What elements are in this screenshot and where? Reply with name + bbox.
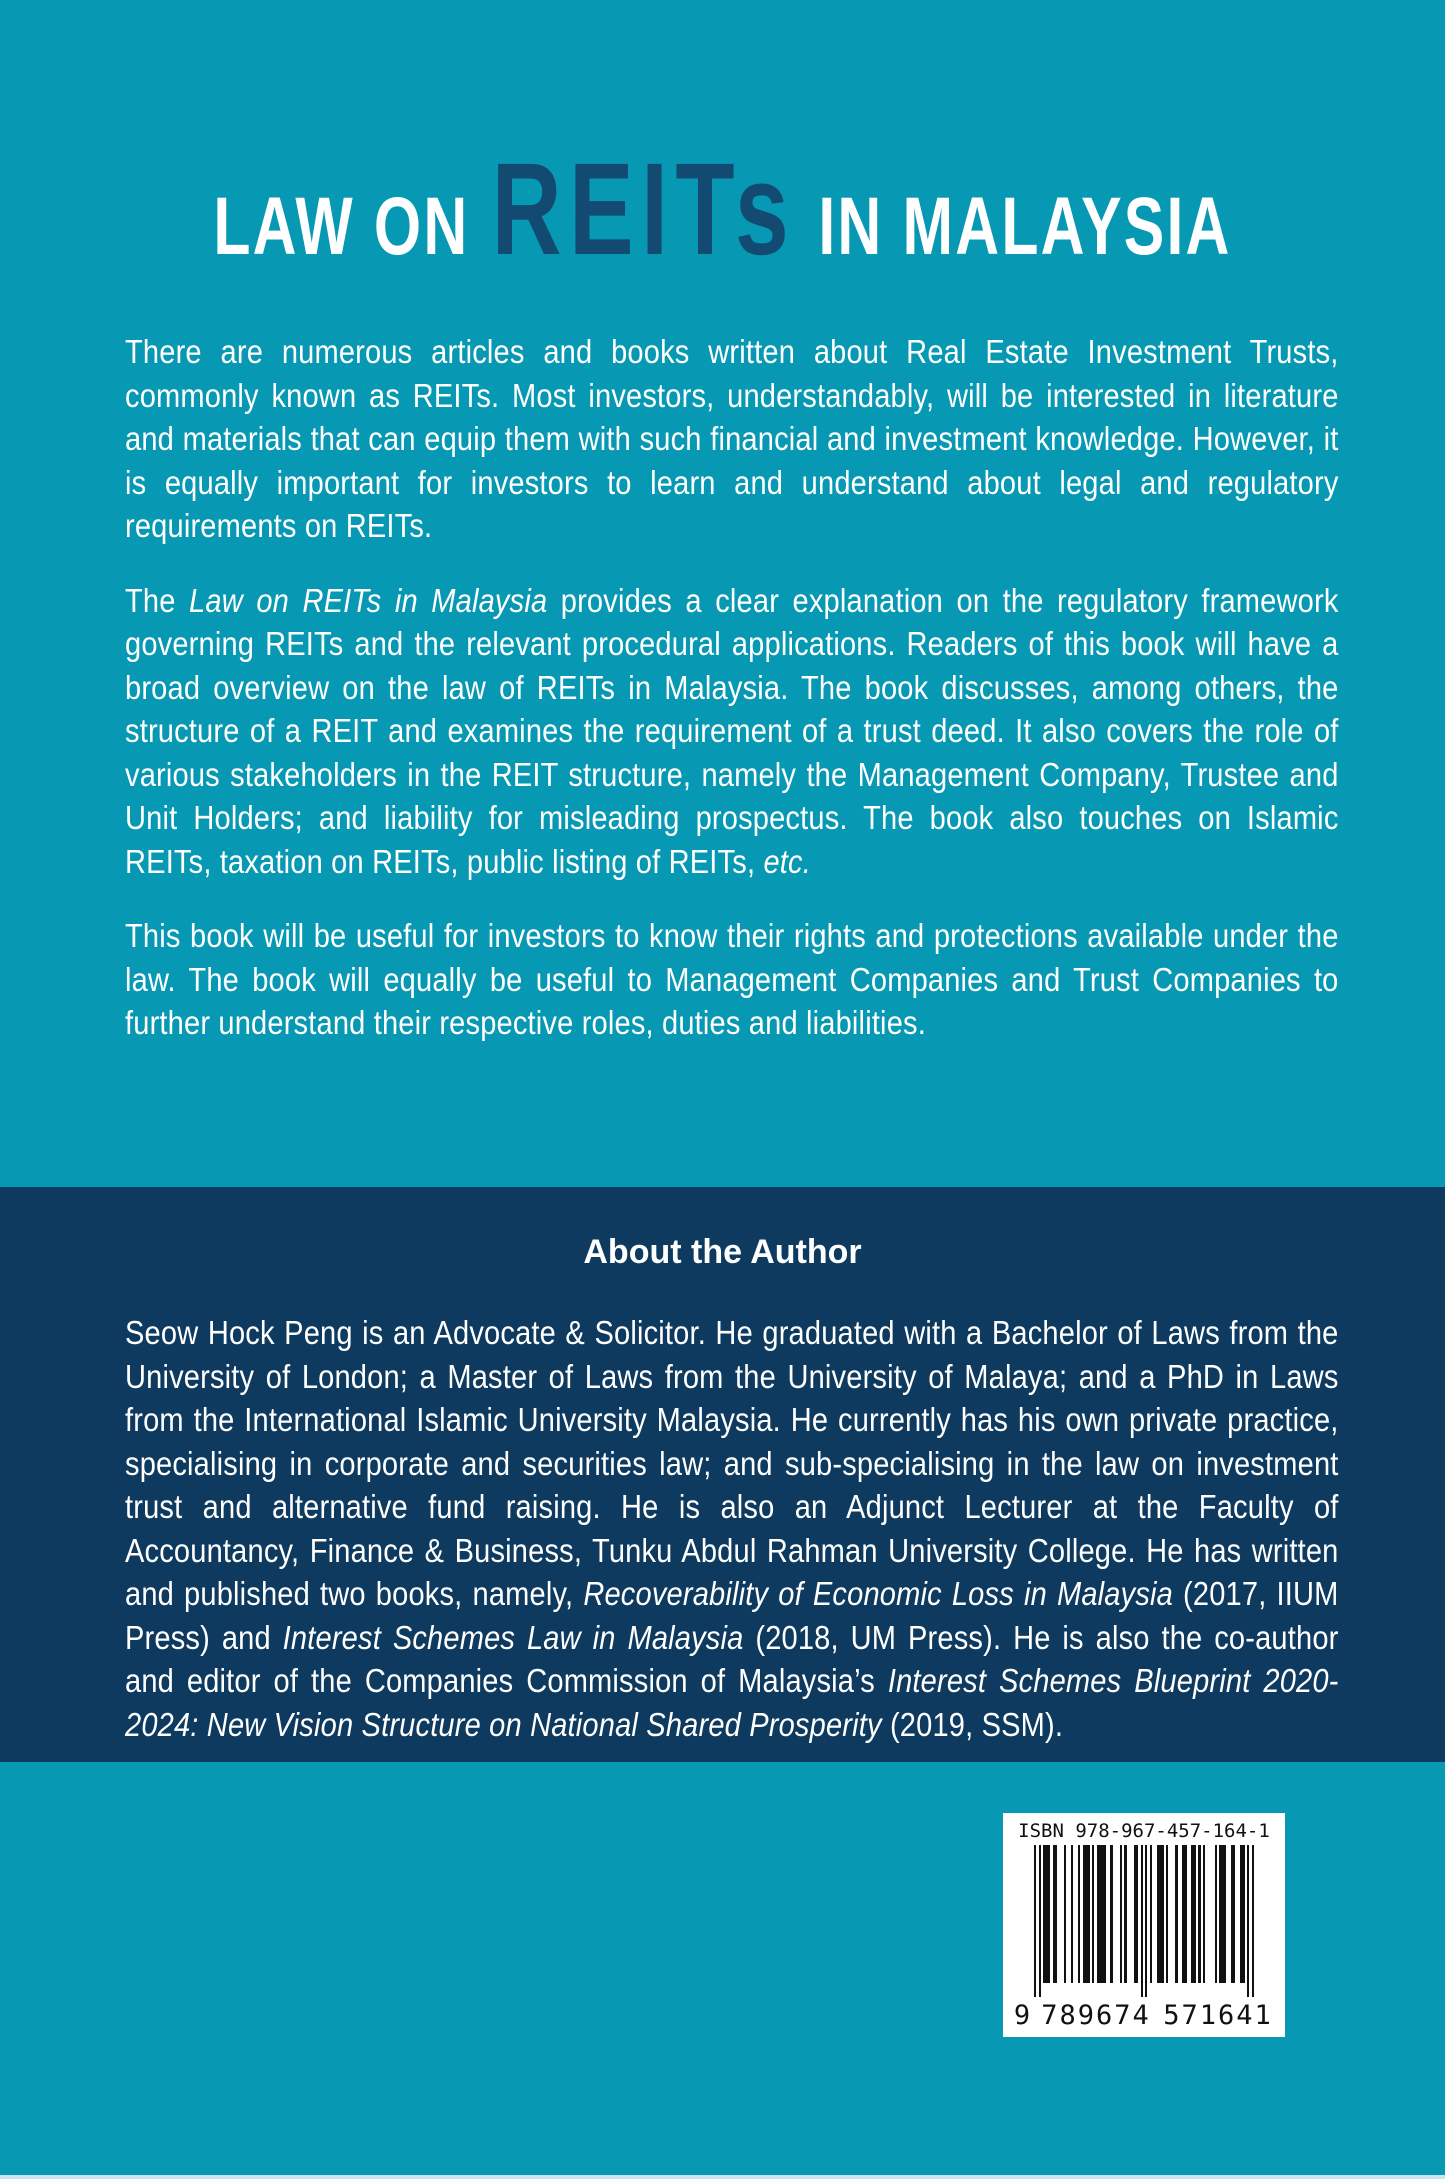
barcode-bar (1198, 1845, 1200, 1983)
author-bio-mid2: (2018, UM Press). He is also the co-author and editor of the Companies Commission of Malaysia’s (125, 1618, 1339, 1699)
barcode-bar (1185, 1845, 1187, 1983)
barcode-bar (1034, 1845, 1036, 1997)
synopsis-p3-text: This book will be useful for investors to know their rights and protections available under the law. The book will equally be useful to Management Companies and Trust Companies to further understand their respective roles, duties and liabilities. (125, 917, 1339, 1041)
synopsis (125, 330, 1339, 1076)
barcode-bar (1150, 1845, 1152, 1983)
synopsis-p2-etc-italic: etc. (763, 842, 811, 880)
barcode-bar (1224, 1845, 1226, 1983)
barcode-bar (1215, 1845, 1217, 1983)
barcode-bar (1087, 1845, 1089, 1983)
barcode-bar (1039, 1845, 1041, 1997)
isbn-label: ISBN 978-967-457-164-1 (1018, 1820, 1270, 1842)
barcode-digit-first: 9 (1013, 2000, 1031, 2031)
barcode-bar (1071, 1845, 1073, 1983)
author-bio (125, 1311, 1339, 1746)
barcode-bar (1048, 1845, 1050, 1983)
barcode-bar (1161, 1845, 1163, 1983)
barcode-bar (1064, 1845, 1066, 1983)
author-bio-book1-italic: Recoverability of Economic Loss in Malaysia (583, 1575, 1173, 1612)
author-bio-mid1: (2017, IIUM Press) and (125, 1575, 1339, 1656)
barcode-bar (1242, 1845, 1244, 1983)
barcode-bars (1034, 1845, 1254, 1997)
synopsis-p2-body: provides a clear explanation on the regulatory framework governing REITs and the relevant procedural applications. Readers of this book will have a broad overview on the law of REITs in Malaysia. The book discusses, among others, the structure of a REIT and examines the requirement of a trust deed. It also covers the role of various stakeholders in the REIT structure, namely the Management Company, Trustee and Unit Holders; and liability for misleading prospectus. The book also touches on Islamic REITs, taxation on REITs, public listing of REITs, (125, 581, 1339, 880)
about-the-author-heading: About the Author (583, 1233, 862, 1271)
synopsis-p2-pre: The (125, 581, 190, 619)
barcode-bar (1175, 1845, 1177, 1983)
barcode-bar (1203, 1845, 1205, 1983)
barcode-digit-group-2: 571641 (1163, 2000, 1273, 2031)
barcode-bar (1103, 1845, 1105, 1983)
book-title-suffix: IN MALAYSIA (818, 181, 1232, 272)
barcode-bar (1124, 1845, 1126, 1983)
synopsis-paragraph-2 (125, 579, 1339, 884)
author-bio-book2-italic: Interest Schemes Law in Malaysia (282, 1618, 744, 1656)
book-title (188, 135, 1257, 282)
author-bio-book3-italic: Interest Schemes Blueprint 2020-2024: New Vision Structure on National Shared Prosperity (125, 1662, 1339, 1743)
barcode-bar (1252, 1845, 1254, 1997)
barcode (1003, 1813, 1285, 2037)
book-title-prefix: LAW ON (213, 181, 470, 272)
barcode-digits (1009, 2001, 1279, 2031)
barcode-bar (1233, 1845, 1235, 1983)
book-title-emphasis-reits: REITs (491, 135, 797, 282)
synopsis-p2-book-title-italic: Law on REITs in Malaysia (189, 581, 548, 619)
barcode-bar (1078, 1845, 1080, 1983)
barcode-bar (1166, 1845, 1168, 1983)
barcode-bar (1110, 1845, 1112, 1983)
barcode-bar (1247, 1845, 1249, 1997)
barcode-bar (1194, 1845, 1196, 1983)
bottom-edge-strip (0, 2175, 1445, 2179)
barcode-bar (1055, 1845, 1057, 1983)
barcode-bar (1136, 1845, 1138, 1983)
barcode-bar (1120, 1845, 1122, 1983)
synopsis-paragraph-1 (125, 330, 1339, 548)
author-bio-pre: Seow Hock Peng is an Advocate & Solicitor. He graduated with a Bachelor of Laws from the University of London; a Master of Laws from the University of Malaya; and a PhD in Laws from the International Islamic University Malaysia. He currently has his own private practice, specialising in corporate and securities law; and sub-specialising in the law on investment trust and alternative fund raising. He is also an Adjunct Lecturer at the Faculty of Accountancy, Finance & Business, Tunku Abdul Rahman University College. He has written and published two books, namely, (125, 1314, 1339, 1612)
barcode-bar (1141, 1845, 1143, 1997)
barcode-bar (1092, 1845, 1094, 1983)
synopsis-p1-text: There are numerous articles and books written about Real Estate Investment Trusts, commonly known as REITs. Most investors, understandably, will be interested in literature and materials that can equip them with such financial and investment knowledge. However, it is equally important for investors to learn and understand about legal and regulatory requirements on REITs. (125, 333, 1339, 544)
synopsis-paragraph-3 (125, 914, 1339, 1045)
about-the-author-band (0, 1187, 1445, 1762)
author-bio-mid3: (2019, SSM). (881, 1705, 1064, 1743)
barcode-digit-group-1: 789674 (1041, 2000, 1151, 2031)
barcode-bar (1145, 1845, 1147, 1997)
